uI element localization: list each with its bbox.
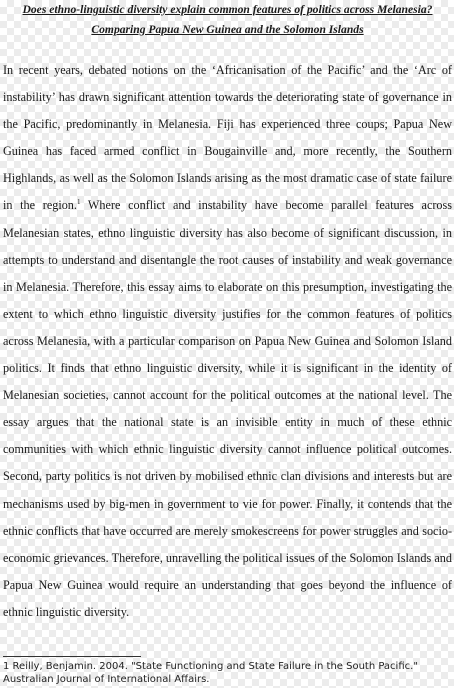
footnote: 1 Reilly, Benjamin. 2004. "State Functioning and State Failure in the South Pacific." Australian Journal of International Affairs. [3, 661, 418, 685]
footnote-divider [3, 656, 141, 657]
body-text-part1: In recent years, debated notions on the ‘Africanisation of the Pacific’ and the ‘Arc of instability’ has drawn significant attention towards the deteriorating state of governance in the Pacific, predominantly in Melanesia. Fiji has experienced three coups; Papua New Guinea has faced armed conflict in Bougainville and, more recently, the Southern Highlands, as well as the Solomon Islands arising as the most dramatic case of state failure in the region. [3, 63, 452, 213]
document-subtitle: Comparing Papua New Guinea and the Solomon Islands [91, 23, 364, 36]
document-page [3, 0, 452, 688]
body-text-part2: Where conflict and instability have become parallel features across Melanesian states, ethno linguistic diversity has also become of significant discussion, in attempts to understand and disentangle the root causes of instability and weak governance in Melanesia. Therefore, this essay aims to elaborate on this presumption, investigating the extent to which ethno linguistic diversity justifies for the common features of politics across Melanesia, with a particular comparison on Papua New Guinea and Solomon Island politics. It finds that ethno linguistic diversity, while it is significant in the identity of Melanesian societies, cannot account for the political outcomes at the national level. The essay argues that the national state is an invisible entity in much of these ethnic communities with which ethnic linguistic diversity cannot influence political outcomes. Second, party politics is not driven by mobilised ethnic clan divisions and interests but are mechanisms used by big-men in government to vie for power. Finally, it contends that the ethnic conflicts that have occurred are merely smokescreens for power struggles and socio-economic grievances. Therefore, unravelling the political issues of the Solomon Islands and Papua New Guinea would require an understanding that goes beyond the influence of ethnic linguistic diversity. [3, 198, 452, 619]
document-title: Does ethno-linguistic diversity explain common features of politics across Melanesia? [22, 3, 433, 16]
footnote-reference: 1 [76, 198, 81, 207]
body-paragraph [3, 57, 452, 626]
